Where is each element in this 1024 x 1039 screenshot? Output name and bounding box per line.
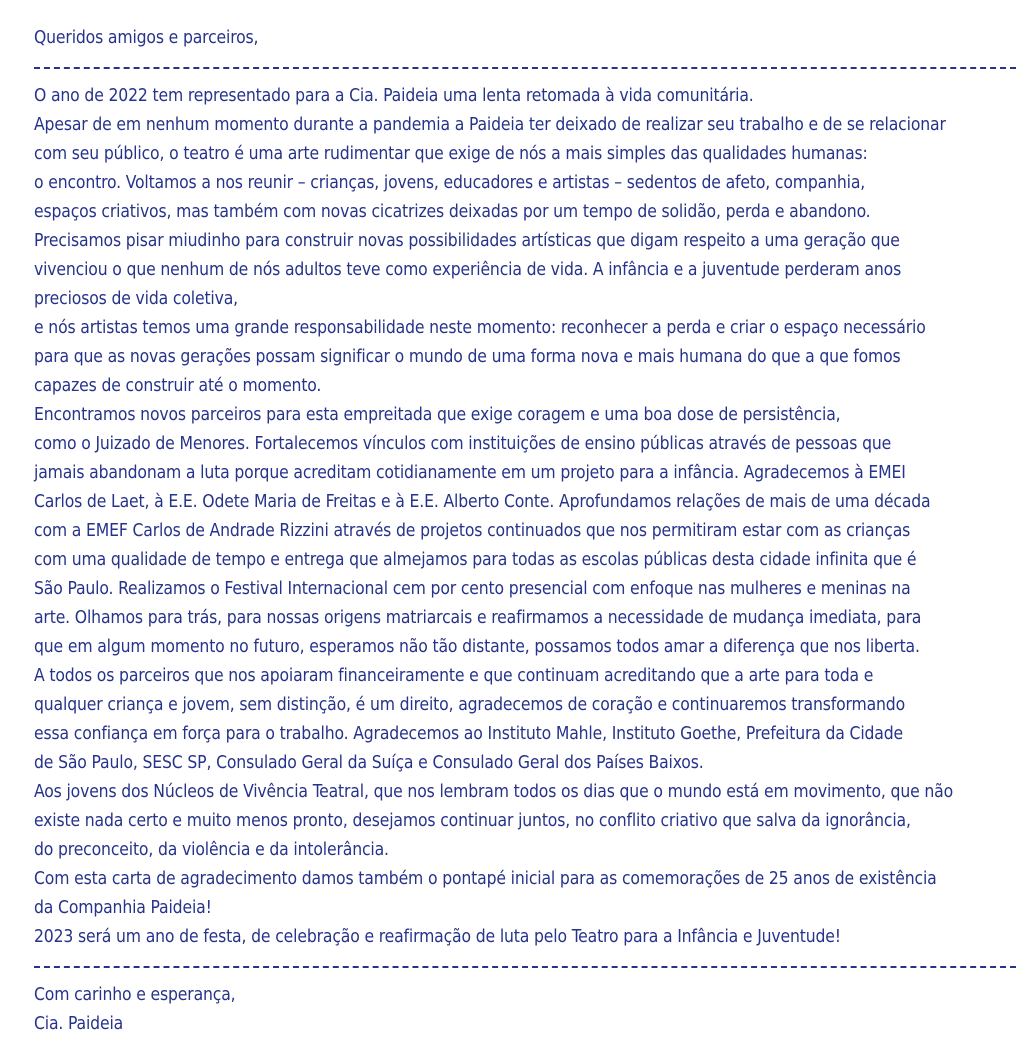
body-line: de São Paulo, SESC SP, Consulado Geral da Suíça e Consulado Geral dos Países Baixos. bbox=[34, 753, 704, 773]
top-separator bbox=[34, 53, 1004, 82]
body-line: arte. Olhamos para trás, para nossas origens matriarcais e reafirmamos a necessidade de mudança imediata, para bbox=[34, 608, 922, 628]
body-line: espaços criativos, mas também com novas cicatrizes deixadas por um tempo de solidão, perda e abandono. bbox=[34, 202, 871, 222]
body-line: existe nada certo e muito menos pronto, desejamos continuar juntos, no conflito criativo que salva da ignorância, bbox=[34, 811, 911, 831]
body-line: Precisamos pisar miudinho para construir novas possibilidades artísticas que digam respeito a uma geração que bbox=[34, 231, 900, 251]
body-line: o encontro. Voltamos a nos reunir – crianças, jovens, educadores e artistas – sedentos de afeto, companhia, bbox=[34, 173, 866, 193]
body-line: essa confiança em força para o trabalho. Agradecemos ao Instituto Mahle, Instituto Goethe, Prefeitura da Cidade bbox=[34, 724, 904, 744]
body-line: jamais abandonam a luta porque acreditam cotidianamente em um projeto para a infância. Agradecemos à EMEI bbox=[34, 463, 906, 483]
body-line: capazes de construir até o momento. bbox=[34, 376, 322, 396]
body-line: Encontramos novos parceiros para esta empreitada que exige coragem e uma boa dose de persistência, bbox=[34, 405, 841, 425]
closing: Com carinho e esperança, bbox=[34, 985, 236, 1005]
body-line: da Companhia Paideia! bbox=[34, 898, 212, 918]
body-line: O ano de 2022 tem representado para a Cia. Paideia uma lenta retomada à vida comunitária. bbox=[34, 86, 754, 106]
body-line: vivenciou o que nenhum de nós adultos teve como experiência de vida. A infância e a juventude perderam anos bbox=[34, 260, 902, 280]
body-line: com a EMEF Carlos de Andrade Rizzini através de projetos continuados que nos permitiram estar com as crianças bbox=[34, 521, 911, 541]
body-line: Com esta carta de agradecimento damos também o pontapé inicial para as comemorações de 25 anos de existência bbox=[34, 869, 937, 889]
body-line: São Paulo. Realizamos o Festival Internacional cem por cento presencial com enfoque nas mulheres e meninas na bbox=[34, 579, 911, 599]
body-line: com uma qualidade de tempo e entrega que almejamos para todas as escolas públicas desta cidade infinita que é bbox=[34, 550, 917, 570]
body-line: 2023 será um ano de festa, de celebração e reafirmação de luta pelo Teatro para a Infância e Juventude! bbox=[34, 927, 841, 947]
body-line: A todos os parceiros que nos apoiaram financeiramente e que continuam acreditando que a arte para toda e bbox=[34, 666, 874, 686]
body-line: para que as novas gerações possam significar o mundo de uma forma nova e mais humana do que a que fomos bbox=[34, 347, 901, 367]
body-line: como o Juizado de Menores. Fortalecemos vínculos com instituições de ensino públicas através de pessoas que bbox=[34, 434, 892, 454]
body-line: com seu público, o teatro é uma arte rudimentar que exige de nós a mais simples das qualidades humanas: bbox=[34, 144, 868, 164]
signature: Cia. Paideia bbox=[34, 1014, 124, 1034]
letter bbox=[34, 24, 1004, 1039]
body-line: Carlos de Laet, à E.E. Odete Maria de Freitas e à E.E. Alberto Conte. Aprofundamos relações de mais de uma década bbox=[34, 492, 931, 512]
body-line: do preconceito, da violência e da intolerância. bbox=[34, 840, 389, 860]
body-line: e nós artistas temos uma grande responsabilidade neste momento: reconhecer a perda e criar o espaço necessário bbox=[34, 318, 926, 338]
bottom-separator bbox=[34, 952, 1004, 981]
letter-body bbox=[34, 82, 1004, 952]
body-line: preciosos de vida coletiva, bbox=[34, 289, 238, 309]
body-line: que em algum momento no futuro, esperamos não tão distante, possamos todos amar a diferença que nos liberta. bbox=[34, 637, 920, 657]
body-line: Aos jovens dos Núcleos de Vivência Teatral, que nos lembram todos os dias que o mundo está em movimento, que não bbox=[34, 782, 954, 802]
greeting: Queridos amigos e parceiros, bbox=[34, 28, 259, 48]
body-line: Apesar de em nenhum momento durante a pandemia a Paideia ter deixado de realizar seu trabalho e de se relacionar bbox=[34, 115, 946, 135]
body-line: qualquer criança e jovem, sem distinção, é um direito, agradecemos de coração e continuaremos transformando bbox=[34, 695, 905, 715]
